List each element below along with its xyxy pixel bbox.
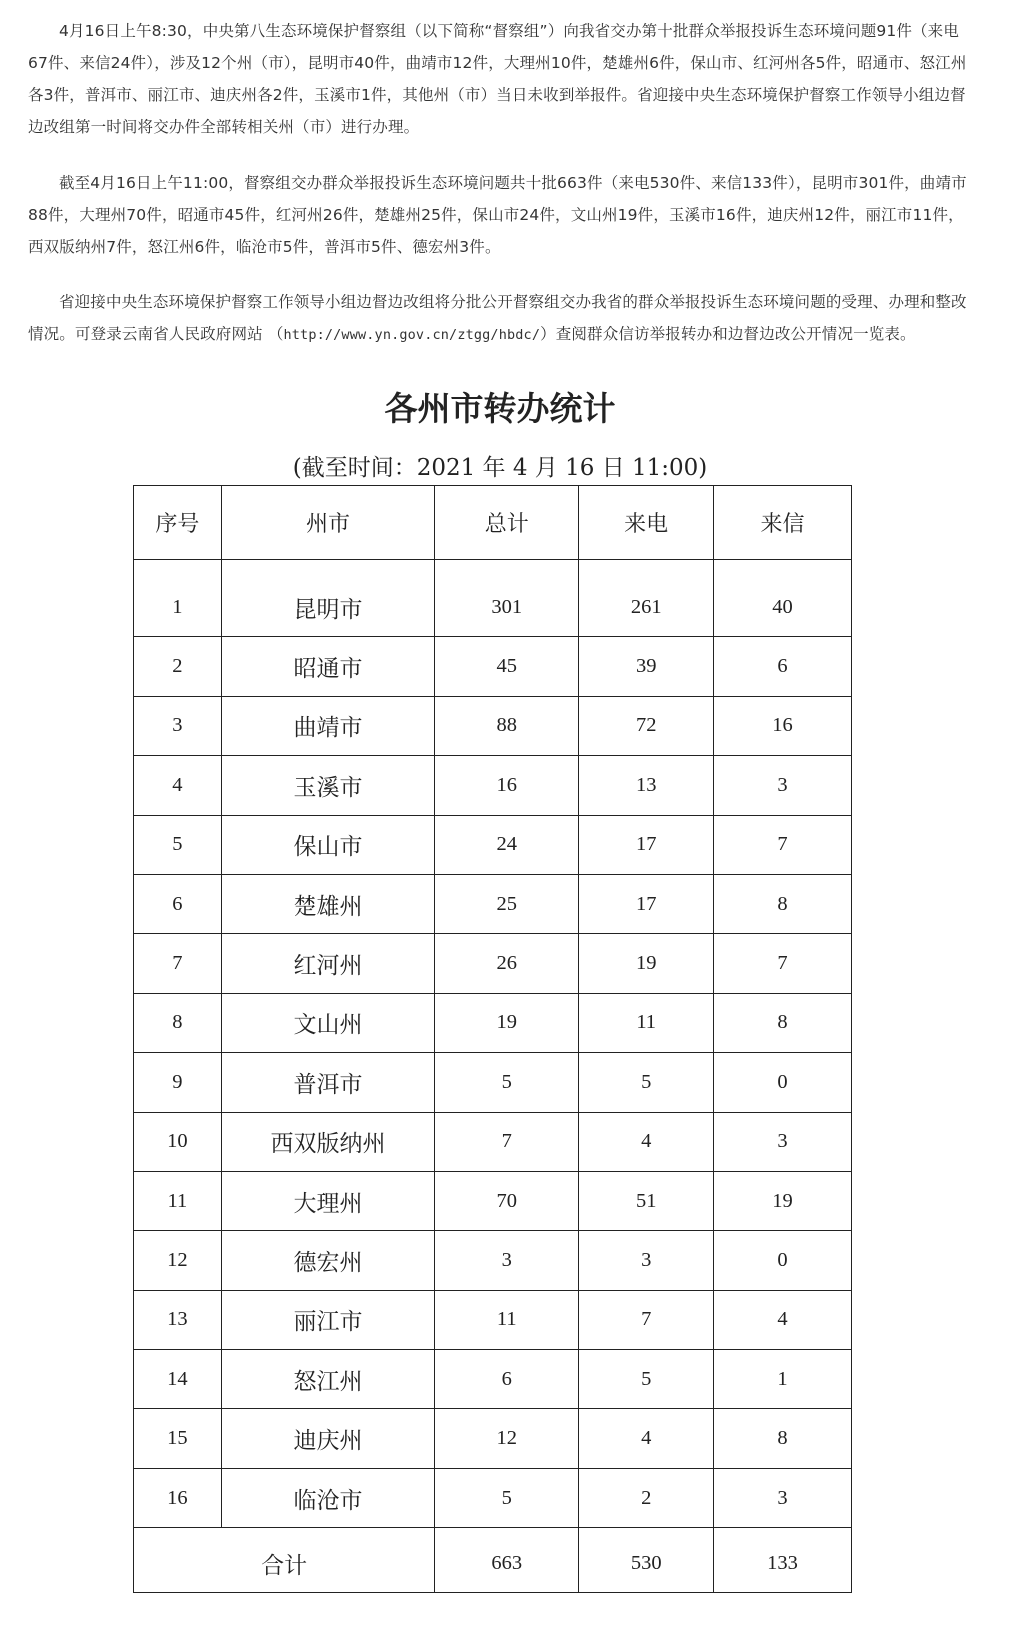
cell-total: 12 [435,1409,579,1468]
table-row [134,1290,852,1349]
article-paragraph-3 [28,286,973,351]
cell-city: 昭通市 [221,637,434,696]
cell-phone: 51 [579,1171,714,1230]
cell-index: 2 [134,637,222,696]
cell-total: 6 [435,1350,579,1409]
article-paragraph-2: 截至4月16日上午11:00，督察组交办群众举报投诉生态环境问题共十批663件（来电530件、来信133件），昆明市301件，曲靖市88件，大理州70件，昭通市45件，红河州26件，楚雄州25件，保山市24件，文山州19件，玉溪市16件，迪庆州12件，丽江市11件，西双版纳州7件，怒江州6件，临沧市5件，普洱市5件、德宏州3件。 [28,174,967,256]
cell-letter: 7 [714,815,852,874]
cell-city: 临沧市 [221,1468,434,1527]
table-row [134,1350,852,1409]
cell-city: 玉溪市 [221,756,434,815]
cell-index: 13 [134,1290,222,1349]
cell-index: 5 [134,815,222,874]
cell-phone: 39 [579,637,714,696]
table-row [134,637,852,696]
table-total-row [134,1528,852,1593]
cell-phone: 3 [579,1231,714,1290]
table-row [134,815,852,874]
cell-total: 45 [435,637,579,696]
cell-letter: 8 [714,1409,852,1468]
cell-total: 7 [435,1112,579,1171]
table-subtitle: (截至时间：2021 年 4 月 16 日 11:00) [292,455,708,481]
cell-total: 26 [435,934,579,993]
gov-website-url[interactable]: http://www.yn.gov.cn/ztgg/hbdc/ [283,327,541,343]
cell-city: 普洱市 [221,1053,434,1112]
cell-total: 70 [435,1171,579,1230]
cell-city: 丽江市 [221,1290,434,1349]
cell-index: 8 [134,993,222,1052]
cell-index: 10 [134,1112,222,1171]
cell-letter: 19 [714,1171,852,1230]
table-row [134,756,852,815]
cell-total: 24 [435,815,579,874]
cell-letter: 0 [714,1053,852,1112]
cell-phone: 13 [579,756,714,815]
cell-city: 楚雄州 [221,874,434,933]
article-paragraph-1: 4月16日上午8:30，中央第八生态环境保护督察组（以下简称“督察组”）向我省交办第十批群众举报投诉生态环境问题91件（来电67件、来信24件），涉及12个州（市），昆明市40件，曲靖市12件，大理州10件，楚雄州6件，保山市、红河州各5件，昭通市、怒江州各3件，普洱市、丽江市、迪庆州各2件，玉溪市1件，其他州（市）当日未收到举报件。省迎接中央生态环境保护督察工作领导小组边督边改组第一时间将交办件全部转相关州（市）进行办理。 [28,22,967,136]
cell-city: 曲靖市 [221,696,434,755]
cell-phone: 2 [579,1468,714,1527]
cell-letter: 0 [714,1231,852,1290]
table-header-row [134,486,852,560]
cell-index: 12 [134,1231,222,1290]
header-city: 州市 [221,486,434,560]
header-index: 序号 [134,486,222,560]
cell-index: 4 [134,756,222,815]
cell-total: 5 [435,1468,579,1527]
table-row [134,934,852,993]
cell-phone: 11 [579,993,714,1052]
table-title: 各州市转办统计 [384,389,616,428]
cell-city: 迪庆州 [221,1409,434,1468]
cell-total: 11 [435,1290,579,1349]
cell-total: 301 [435,560,579,637]
cell-letter: 7 [714,934,852,993]
table-row [134,1409,852,1468]
total-letter: 133 [714,1528,852,1593]
cell-phone: 261 [579,560,714,637]
cell-city: 西双版纳州 [221,1112,434,1171]
cell-letter: 6 [714,637,852,696]
cell-phone: 4 [579,1409,714,1468]
paragraph-3-text-after: ）查阅群众信访举报转办和边督边改公开情况一览表。 [540,325,916,343]
header-total: 总计 [435,486,579,560]
cell-letter: 3 [714,756,852,815]
table-row [134,993,852,1052]
cell-phone: 19 [579,934,714,993]
header-phone: 来电 [579,486,714,560]
cell-city: 怒江州 [221,1350,434,1409]
table-row [134,874,852,933]
cell-city: 保山市 [221,815,434,874]
table-row [134,1468,852,1527]
cell-total: 88 [435,696,579,755]
cell-letter: 1 [714,1350,852,1409]
cell-index: 6 [134,874,222,933]
cell-index: 16 [134,1468,222,1527]
cell-index: 3 [134,696,222,755]
cell-index: 1 [134,560,222,637]
cell-index: 14 [134,1350,222,1409]
statistics-table [133,485,852,1593]
cell-total: 16 [435,756,579,815]
table-body [134,560,852,1528]
cell-index: 9 [134,1053,222,1112]
cell-index: 15 [134,1409,222,1468]
cell-phone: 7 [579,1290,714,1349]
cell-phone: 17 [579,815,714,874]
cell-index: 7 [134,934,222,993]
cell-letter: 3 [714,1112,852,1171]
cell-letter: 3 [714,1468,852,1527]
cell-phone: 5 [579,1053,714,1112]
cell-letter: 16 [714,696,852,755]
table-row [134,1053,852,1112]
cell-total: 3 [435,1231,579,1290]
table-row [134,696,852,755]
cell-city: 红河州 [221,934,434,993]
cell-phone: 72 [579,696,714,755]
cell-letter: 8 [714,874,852,933]
cell-city: 文山州 [221,993,434,1052]
cell-city: 大理州 [221,1171,434,1230]
paragraph-3-text-before: 省迎接中央生态环境保护督察工作领导小组边督边改组将分批公开督察组交办我省的群众举报投诉生态环境问题的受理、办理和整改情况。可登录云南省人民政府网站 （ [28,293,967,343]
cell-phone: 17 [579,874,714,933]
table-row [134,1231,852,1290]
total-label: 合计 [134,1528,435,1593]
cell-letter: 40 [714,560,852,637]
header-letter: 来信 [714,486,852,560]
total-sum: 663 [435,1528,579,1593]
cell-total: 25 [435,874,579,933]
cell-phone: 4 [579,1112,714,1171]
table-row [134,1171,852,1230]
cell-letter: 4 [714,1290,852,1349]
cell-city: 昆明市 [221,560,434,637]
cell-city: 德宏州 [221,1231,434,1290]
cell-phone: 5 [579,1350,714,1409]
table-row [134,1112,852,1171]
table-row [134,560,852,637]
total-phone: 530 [579,1528,714,1593]
cell-letter: 8 [714,993,852,1052]
cell-total: 5 [435,1053,579,1112]
cell-total: 19 [435,993,579,1052]
cell-index: 11 [134,1171,222,1230]
